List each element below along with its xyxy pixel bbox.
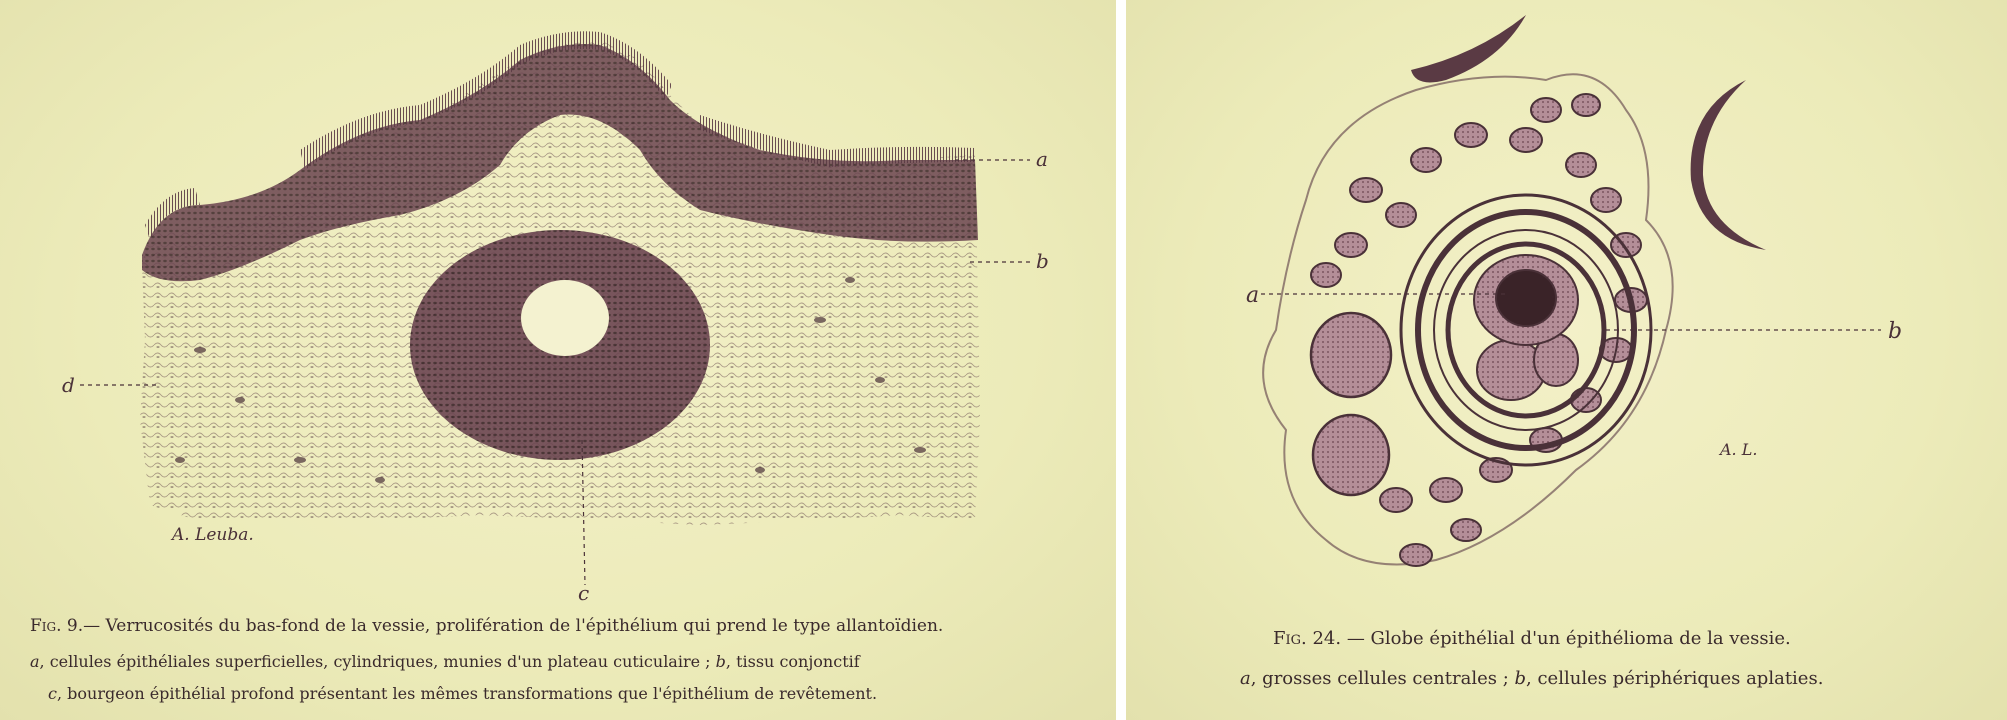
right-page — [1126, 0, 2007, 720]
fig-24-title: — Globe épithélial d'un épithélioma de la vessie. — [1346, 628, 1791, 649]
page-gutter — [1116, 0, 1126, 720]
fig-24-legend-b: , cellules périphériques aplaties. — [1526, 668, 1824, 689]
fig-9-signature: A. Leuba. — [172, 525, 254, 545]
globe-outer-tissue — [1263, 74, 1673, 564]
fig-24-legend-a: , grosses cellules centrales ; — [1250, 668, 1509, 689]
fig-9-legend-letter-b: b — [715, 652, 726, 671]
fig-9-legend-a: , cellules épithéliales superficielles, cylindriques, munies d'un plateau cuticulaire ; — [39, 652, 711, 671]
fig-24-signature: A. L. — [1720, 440, 1758, 459]
crescent-top — [1411, 15, 1526, 82]
fig-24-legend — [1240, 668, 1823, 689]
fig-24-label-a: a — [1246, 283, 1260, 308]
fig-9-number: Fig. 9. — [30, 616, 84, 636]
fig-9-legend-c: , bourgeon épithélial profond présentant les mêmes transformations que l'épithélium de revêtement. — [56, 684, 878, 703]
fig-9-legend-1 — [30, 652, 860, 671]
central-cells — [1474, 255, 1578, 400]
fig-9-caption — [30, 616, 943, 636]
fig-9-legend-b: , tissu conjonctif — [725, 652, 860, 671]
fig-9-label-c: c — [578, 581, 590, 605]
fig-24-number: Fig. 24. — [1273, 628, 1342, 649]
bud-lumen — [521, 280, 609, 356]
fig-9-legend-letter-c: c — [48, 684, 57, 703]
crescent-right — [1691, 80, 1766, 250]
fig-24-legend-letter-a: a — [1240, 668, 1251, 689]
fig-24-illustration — [1126, 0, 2007, 720]
fig-9-title-line — [30, 616, 943, 636]
fig-9-title: — Verrucosités du bas-fond de la vessie, prolifération de l'épithélium qui prend le type allantoïdien. — [83, 616, 944, 636]
fig-9-legend-letter-a: a — [30, 652, 40, 671]
fig-9-label-a: a — [1036, 147, 1048, 171]
fig-9-label-d: d — [62, 373, 75, 397]
fig-9-label-b: b — [1036, 249, 1049, 273]
large-left-cells — [1311, 313, 1391, 495]
fig-24-legend-letter-b: b — [1514, 668, 1527, 689]
fig-24-label-b: b — [1888, 319, 1903, 344]
fig-9-legend-2 — [48, 684, 877, 703]
fig-24-caption — [1273, 628, 1791, 649]
